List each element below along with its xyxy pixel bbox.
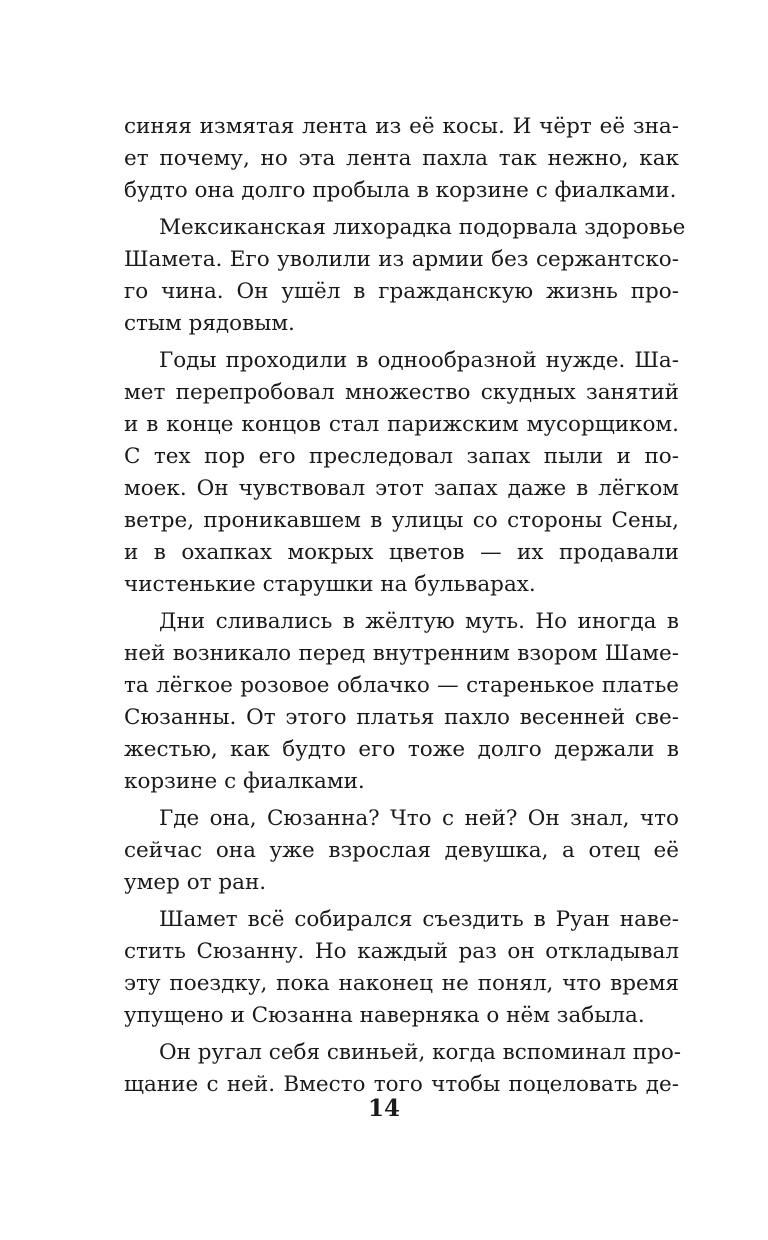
text-line: щание с ней. Вместо того чтобы поцеловать де- (124, 1072, 679, 1097)
text-line: Сюзанны. От этого платья пахло весенней све- (124, 705, 679, 730)
text-line: мет перепробовал множество скудных занятий (124, 380, 679, 405)
text-line: Он ругал себя свиньей, когда вспоминал про- (159, 1040, 682, 1065)
text-line: ет почему, но эта лента пахла так нежно, как (124, 146, 679, 171)
paragraph (124, 904, 679, 1032)
text-line: эту поездку, пока наконец не понял, что время (124, 971, 679, 996)
text-line: ветре, проникавшем в улицы со стороны Сены, (124, 508, 679, 533)
text-line: стить Сюзанну. Но каждый раз он откладывал (124, 939, 679, 964)
text-line: жестью, как будто его тоже долго держали в (124, 737, 679, 762)
text-line: С тех пор его преследовал запах пыли и по- (124, 444, 679, 469)
text-line: Шамета. Его уволили из армии без сержантско- (124, 247, 679, 272)
text-line: Шамет всё собирался съездить в Руан наве- (159, 907, 679, 932)
text-line: сейчас она уже взрослая девушка, а отец её (124, 838, 679, 863)
paragraph (124, 803, 679, 899)
text-line: Мексиканская лихорадка подорвала здоровье (159, 215, 686, 240)
text-line: чистенькие старушки на бульварах. (124, 572, 536, 597)
text-line: Дни сливались в жёлтую муть. Но иногда в (159, 609, 679, 634)
text-line: Годы проходили в однообразной нужде. Ша- (159, 348, 679, 373)
text-line: моек. Он чувствовал этот запах даже в лёгком (124, 476, 679, 501)
text-line: та лёгкое розовое облачко — старенькое платье (124, 673, 679, 698)
text-line: ней возникало перед внутренним взором Шаме- (124, 641, 679, 666)
text-line: будто она долго пробыла в корзине с фиалками. (124, 178, 677, 203)
paragraph (124, 606, 679, 798)
text-line: стым рядовым. (124, 311, 295, 336)
text-line: упущено и Сюзанна наверняка о нём забыла. (124, 1003, 645, 1028)
paragraph (124, 212, 686, 340)
text-line: умер от ран. (124, 870, 267, 895)
text-line: синяя измятая лента из её косы. И чёрт её зна- (124, 114, 679, 139)
text-line: и в охапках мокрых цветов — их продавали (124, 540, 679, 565)
text-line: го чина. Он ушёл в гражданскую жизнь про- (124, 279, 679, 304)
page-number: 14 (367, 1095, 400, 1122)
text-line: корзине с фиалками. (124, 769, 365, 794)
paragraph (124, 111, 679, 207)
paragraph (124, 1037, 682, 1101)
paragraph (124, 345, 679, 601)
text-line: Где она, Сюзанна? Что с ней? Он знал, что (159, 806, 679, 831)
text-line: и в конце концов стал парижским мусорщиком. (124, 412, 679, 437)
page-text (124, 111, 686, 1101)
